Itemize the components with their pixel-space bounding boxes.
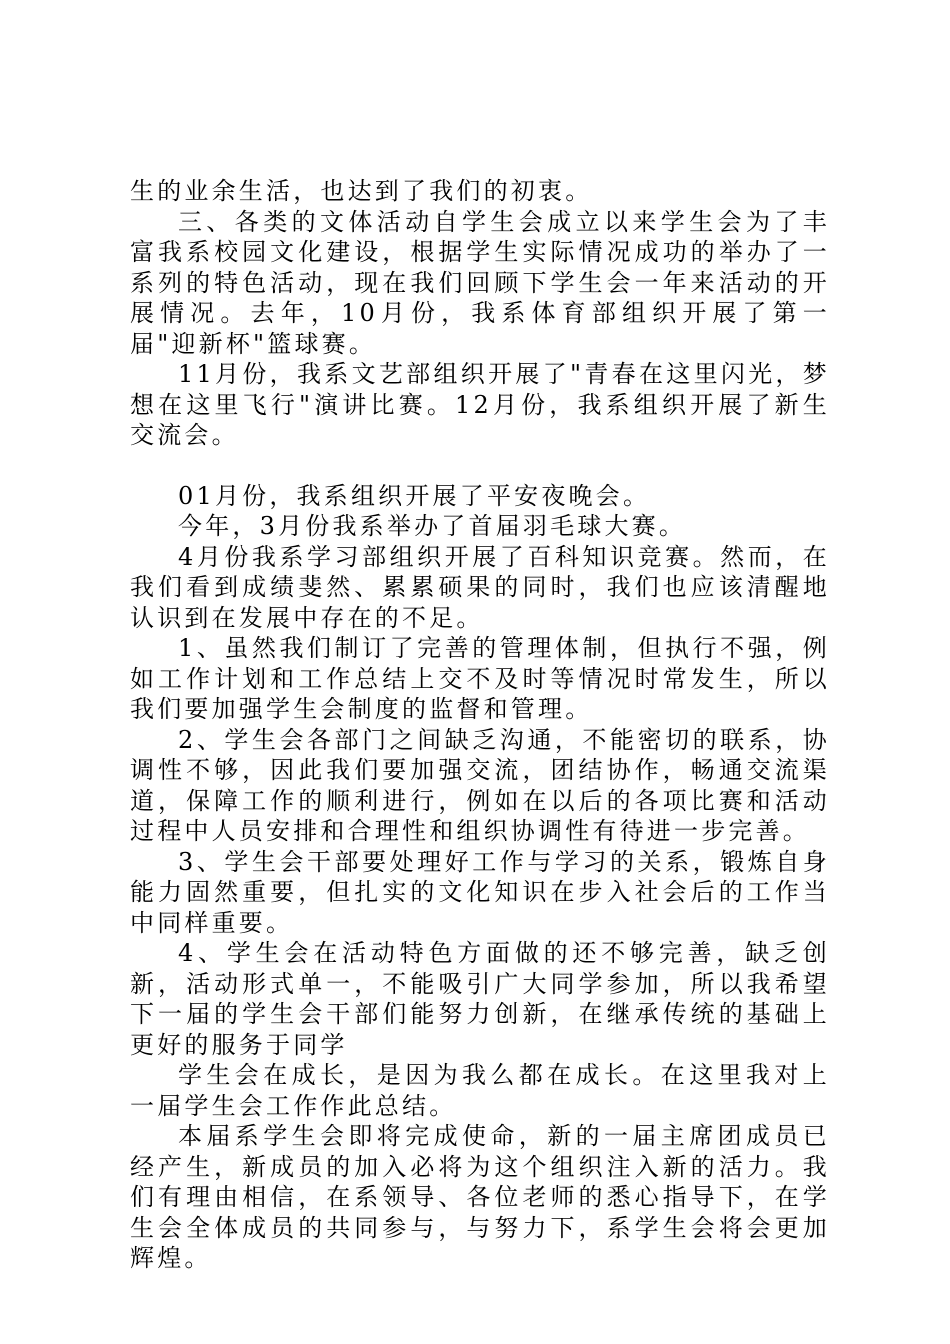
paragraph-gap	[130, 451, 830, 481]
paragraph: 1、虽然我们制订了完善的管理体制，但执行不强，例如工作计划和工作总结上交不及时等情况时常发生，所以我们要加强学生会制度的监督和管理。	[130, 634, 830, 723]
paragraph: 三、各类的文体活动自学生会成立以来学生会为了丰富我系校园文化建设，根据学生实际情况成功的举办了一系列的特色活动，现在我们回顾下学生会一年来活动的开展情况。去年，10月份，我系体育部组织开展了第一届"迎新杯"篮球赛。	[130, 207, 830, 358]
document-body	[130, 176, 830, 1274]
paragraph: 2、学生会各部门之间缺乏沟通，不能密切的联系，协调性不够，因此我们要加强交流，团结协作，畅通交流渠道，保障工作的顺利进行，例如在以后的各项比赛和活动过程中人员安排和合理性和组织协调性有待进一步完善。	[130, 725, 830, 845]
paragraph: 01月份，我系组织开展了平安夜晚会。	[178, 481, 651, 510]
paragraph: 4、学生会在活动特色方面做的还不够完善，缺乏创新，活动形式单一，不能吸引广大同学参加，所以我希望下一届的学生会干部们能努力创新，在继承传统的基础上更好的服务于同学	[130, 939, 830, 1059]
paragraph: 今年，3月份我系举办了首届羽毛球大赛。	[178, 512, 687, 540]
paragraph: 3、学生会干部要处理好工作与学习的关系，锻炼自身能力固然重要，但扎实的文化知识在步入社会后的工作当中同样重要。	[130, 847, 830, 937]
paragraph: 本届系学生会即将完成使命，新的一届主席团成员已经产生，新成员的加入必将为这个组织注入新的活力。我们有理由相信，在系领导、各位老师的悉心指导下，在学生会全体成员的共同参与，与努力下，系学生会将会更加辉煌。	[130, 1122, 830, 1272]
paragraph: 4月份我系学习部组织开展了百科知识竞赛。然而，在我们看到成绩斐然、累累硕果的同时，我们也应该清醒地认识到在发展中存在的不足。	[130, 542, 830, 632]
paragraph: 生的业余生活，也达到了我们的初衷。	[130, 177, 593, 205]
paragraph: 11月份，我系文艺部组织开展了"青春在这里闪光，梦想在这里飞行"演讲比赛。12月份，我系组织开展了新生交流会。	[130, 360, 830, 449]
paragraph: 学生会在成长，是因为我么都在成长。在这里我对上一届学生会工作作此总结。	[130, 1061, 830, 1120]
